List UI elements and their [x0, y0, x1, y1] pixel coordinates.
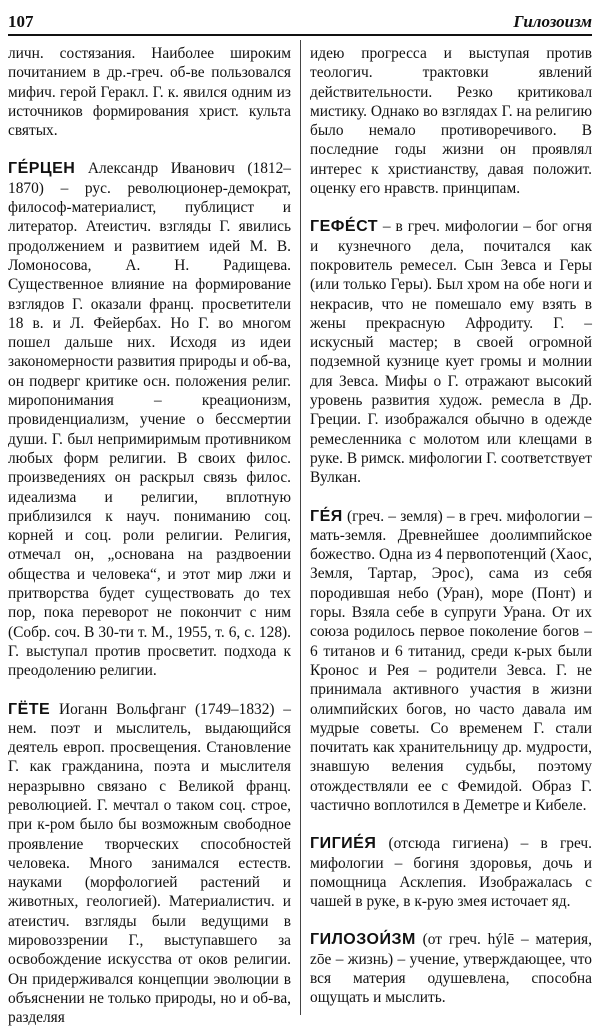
entry-gaia	[310, 507, 592, 816]
entry-hephaestus	[310, 217, 592, 487]
continuation-text: идею прогресса и выступая против теологич. трактовки явлений действительности. Резко критиковал мистику. Однако во взглядах Г. на религию было немало противоречивого. В последние годы жизни он проявлял интерес к христианству, давая положит. оценку его нравств. принципам.	[310, 45, 592, 198]
right-column	[310, 44, 592, 1008]
entry-text: (греч. – земля) – в греч. мифологии – мать-земля. Древнейшее доолимпийское божество. Одна из 4 первопотенций (Хаос, Земля, Тартар, Эрос), сама из себя породившая небо (Уран), море (Понт) и горы. Взяла себе в супруги Урана. От их союза родилось первое поколение богов – 6 титанов и 6 титанид, среди к-рых были Кронос и Рея – родители Зевса. Г. не принимала активного участия в жизни олимпийских богов, но часто давала им мудрые советы. Со временем Г. стали почитать как хранительницу др. мудрости, знавшую веления судьбы, поэтому отождествляли ее с Фемидой. Образ Г. частично воплотился в Деметре и Кибеле.	[310, 507, 592, 814]
entry-headword: ГЕ́РЦЕН	[8, 160, 76, 178]
entry-herzen	[8, 159, 291, 680]
entry-headword: ГЕ́Я	[310, 507, 343, 525]
entry-hygieia	[310, 834, 592, 911]
entry-headword: ГИГИЕ́Я	[310, 835, 377, 853]
entry-headword: ГИЛОЗОИ́ЗМ	[310, 931, 416, 949]
column-divider	[300, 40, 301, 1015]
page-header	[8, 8, 592, 36]
entry-headword: ГЁТЕ	[8, 700, 51, 718]
entry-text: (от греч. hýlē – материя, zōe – жизнь) – учение, утверждающее, что вся материя одушевлена, способна ощущать и мыслить.	[310, 931, 592, 1007]
continuation-text: личн. состязания. Наиболее широким почитанием в др.-греч. об-ве пользовался мифич. герой Геракл. Г. к. явился одним из источников формирования христ. культа святых.	[8, 45, 291, 140]
entry-goethe	[8, 700, 291, 1028]
entry-text: Иоганн Вольфганг (1749–1832) – нем. поэт и мыслитель, выдающийся деятель европ. просвещения. Становление Г. как гражданина, поэта и мыслителя неразрывно связано с Великой франц. революцией. Г. мечтал о таком соц. строе, при к-ром было бы возможным свободное проявление творческих способностей человека. Много занимался естеств. науками (морфологией растений и животных, геологией). Материалистич. и атеистич. взгляды были ведущими в мировоззрении Г., выступавшего за освобождение искусства от оков религии. Он придерживался концепции эволюции в объяснении не только природы, но и об-ва, разделяя	[8, 700, 291, 1027]
entry-headword: ГЕФЕ́СТ	[310, 218, 378, 236]
entry-text: (отсюда гигиена) – в греч. мифологии – богиня здоровья, дочь и помощница Асклепия. Изображалась с чашей в руке, в к-рую змея источает яд.	[310, 835, 592, 911]
running-title: Гилозоизм	[513, 12, 592, 31]
entry-text: – в греч. мифологии – бог огня и кузнечного дела, почитался как покровитель ремесел. Сын Зевса и Геры (или только Геры). Был хром на обе ноги и некрасив, что не помешало ему взять в жены прекрасную Афродиту. Г. – искусный мастер; в своей огромной подземной кузнице кует громы и молнии для Зевса. Мифы о Г. отражают высокий уровень развития худож. ремесла в Др. Греции. Г. изображался обычно в одежде ремесленника с молотом или клещами в руке. В римск. мифологии Г. соответствует Вулкан.	[310, 218, 592, 487]
left-column	[8, 44, 291, 1028]
page-number: 107	[8, 12, 34, 31]
entry-text: Александр Иванович (1812–1870) – рус. революционер-демократ, философ-материалист, публицист и литератор. Атеистич. взгляды Г. явились продолжением и развитием идей М. В. Ломоносова, А. Н. Радищева. Существенное влияние на формирование взглядов Г. оказали франц. просветители 18 в. и Л. Фейербах. Но Г. во многом пошел дальше них. Исходя из идеи закономерности развития природы и об-ва, он подверг критике осн. положения религ. миропонимания – креационизм, провиденциализм, учение о бессмертии души. Г. был непримиримым противником любых форм религии. В своих филос. произведениях он раскрыл связь филос. идеализма и религии, вплотную приблизился к науч. пониманию соц. корней и соц. роли религии. Религия, отмечал он, „основана на раздвоении общества и человека“, и этот мир лжи и притворства будет существовать до тех пор, пока переворот не покончит с ним (Собр. соч. В 30-ти т. М., 1955, т. 6, с. 128). Г. выступал против просветит. подхода к преодолению религии.	[8, 160, 291, 680]
entry-hylozoism	[310, 930, 592, 1007]
